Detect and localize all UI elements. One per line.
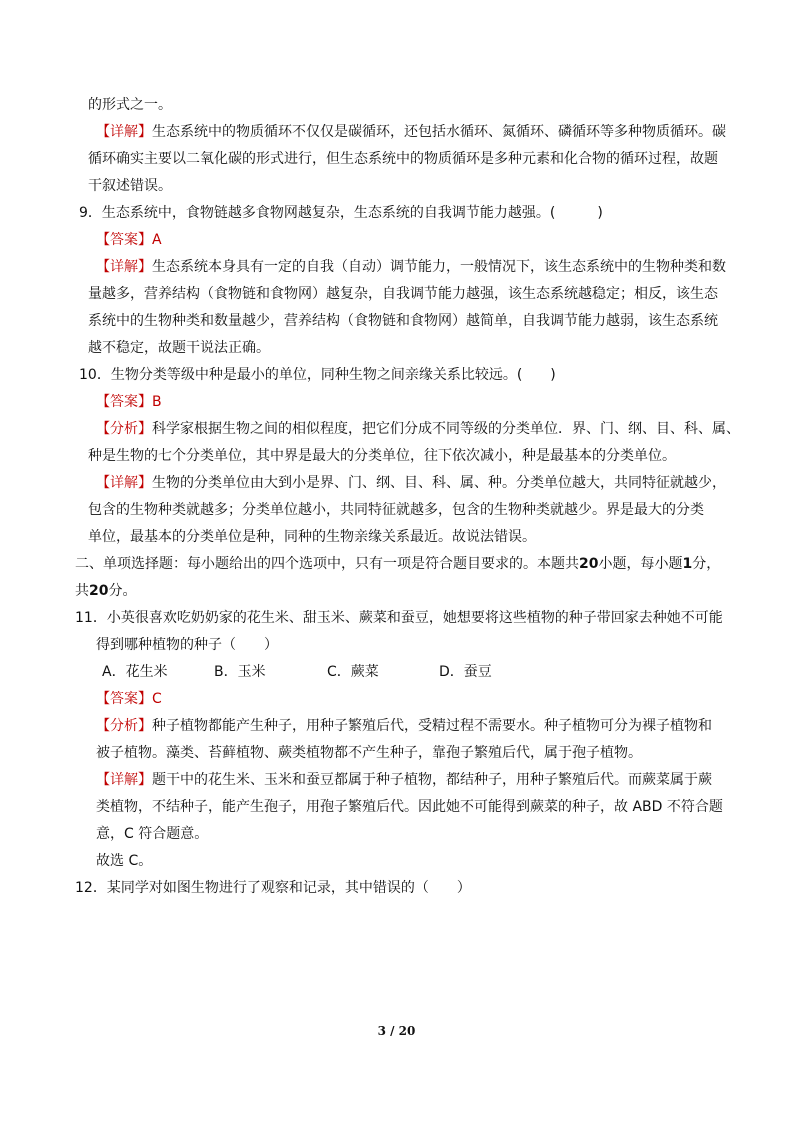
count: 20 <box>579 556 599 572</box>
question-text: 10．生物分类等级中种是最小的单位，同种生物之间亲缘关系比较远。( ) <box>79 367 556 383</box>
question-12 <box>75 875 728 902</box>
detail-tag: 【详解】 <box>96 475 152 491</box>
text: 题干中的花生米、玉米和蚕豆都属于种子植物，都结种子，用种子繁殖后代。而蕨菜属于蕨 <box>152 772 712 788</box>
text: 小题，每小题 <box>598 556 683 572</box>
text-line <box>88 173 728 200</box>
question-11 <box>75 605 728 632</box>
question-text: 9．生态系统中，食物链越多食物网越复杂，生态系统的自我调节能力越强。( ) <box>79 205 603 221</box>
text: 的形式之一。 <box>88 97 172 113</box>
text: 二、单项选择题：每小题给出的四个选项中，只有一项是符合题目要求的。本题共 <box>75 556 579 572</box>
question-10 <box>79 362 728 389</box>
section-heading-cont <box>75 578 728 605</box>
text: 意，C 符合题意。 <box>96 826 209 842</box>
text: 越不稳定，故题干说法正确。 <box>88 340 270 356</box>
text: 干叙述错误。 <box>88 178 172 194</box>
text: 分， <box>692 556 721 572</box>
text: 量越多，营养结构（食物链和食物网）越复杂，自我调节能力越强，该生态系统越稳定；相反，该生态 <box>88 286 718 302</box>
detail-tag: 【详解】 <box>96 772 152 788</box>
text: 分。 <box>108 583 137 599</box>
text: 生态系统中的物质循环不仅仅是碳循环，还包括水循环、氮循环、磷循环等多种物质循环。碳 <box>152 124 726 140</box>
text-line <box>88 524 728 551</box>
answer-tag: 【答案】 <box>96 232 152 248</box>
total-score: 20 <box>89 583 109 599</box>
text-line <box>88 443 728 470</box>
analysis-line <box>88 416 740 443</box>
detail-tag: 【详解】 <box>96 124 152 140</box>
text-line <box>88 281 728 308</box>
text-line <box>88 848 728 875</box>
text: 单位，最基本的分类单位是种，同种的生物亲缘关系最近。故说法错误。 <box>88 529 536 545</box>
text-line <box>88 92 728 119</box>
text-line <box>88 497 728 524</box>
text: 种是生物的七个分类单位，其中界是最大的分类单位，往下依次减小，种是最基本的分类单位。 <box>88 448 676 464</box>
answer-value: C <box>152 691 162 707</box>
detail-tag: 【详解】 <box>96 259 152 275</box>
text: 生物的分类单位由大到小是界、门、纲、目、科、属、种。分类单位越大，共同特征就越少， <box>152 475 726 491</box>
explanation-line <box>88 119 728 146</box>
text: 共 <box>75 583 89 599</box>
answer-tag: 【答案】 <box>96 691 152 707</box>
section-heading <box>75 551 728 578</box>
explanation-line <box>88 767 728 794</box>
text-line <box>88 740 728 767</box>
answer-value: B <box>152 394 162 410</box>
text: 系统中的生物种类和数量越少，营养结构（食物链和食物网）越简单，自我调节能力越弱，该生态系统 <box>88 313 718 329</box>
text: 种子植物都能产生种子，用种子繁殖后代，受精过程不需要水。种子植物可分为裸子植物和 <box>152 718 712 734</box>
option-a: A．花生米 <box>102 664 168 680</box>
text: 生态系统本身具有一定的自我（自动）调节能力，一般情况下，该生态系统中的生物种类和数 <box>152 259 726 275</box>
option-b: B．玉米 <box>214 664 266 680</box>
question-text: 12．某同学对如图生物进行了观察和记录，其中错误的（ ） <box>75 880 471 896</box>
analysis-tag: 【分析】 <box>96 718 152 734</box>
text: 故选 C。 <box>96 853 153 869</box>
question-text: 得到哪种植物的种子（ ） <box>96 637 278 653</box>
text: 被子植物。藻类、苔藓植物、蕨类植物都不产生种子，靠孢子繁殖后代，属于孢子植物。 <box>96 745 642 761</box>
text-line <box>88 632 728 659</box>
page-number: 3 / 20 <box>377 1024 416 1038</box>
answer-value: A <box>152 232 162 248</box>
option-d: D．蚕豆 <box>439 664 492 680</box>
text: 科学家根据生物之间的相似程度，把它们分成不同等级的分类单位．界、门、纲、目、科、属、 <box>152 421 740 437</box>
text-line <box>88 335 728 362</box>
question-text: 11．小英很喜欢吃奶奶家的花生米、甜玉米、蕨菜和蚕豆，她想要将这些植物的种子带回家去种她不可能 <box>75 610 723 626</box>
text-line <box>88 821 728 848</box>
answer-options <box>88 659 728 686</box>
text: 类植物，不结种子，能产生孢子，用孢子繁殖后代。因此她不可能得到蕨菜的种子，故 ABD 不符合题 <box>96 799 723 815</box>
text-line <box>88 146 728 173</box>
explanation-line <box>88 470 728 497</box>
option-c: C．蕨菜 <box>327 664 379 680</box>
answer-tag: 【答案】 <box>96 394 152 410</box>
text-line <box>88 308 728 335</box>
question-9 <box>79 200 728 227</box>
score: 1 <box>682 556 693 572</box>
analysis-line <box>88 713 728 740</box>
text: 循环确实主要以二氧化碳的形式进行，但生态系统中的物质循环是多种元素和化合物的循环过程，故题 <box>88 151 718 167</box>
text-line <box>88 794 728 821</box>
explanation-line <box>88 254 728 281</box>
text: 包含的生物种类就越多；分类单位越小，共同特征就越多，包含的生物种类就越少。界是最大的分类 <box>88 502 704 518</box>
answer-line <box>88 389 728 416</box>
page-content <box>75 92 740 902</box>
answer-line <box>88 686 728 713</box>
analysis-tag: 【分析】 <box>96 421 152 437</box>
answer-line <box>88 227 728 254</box>
